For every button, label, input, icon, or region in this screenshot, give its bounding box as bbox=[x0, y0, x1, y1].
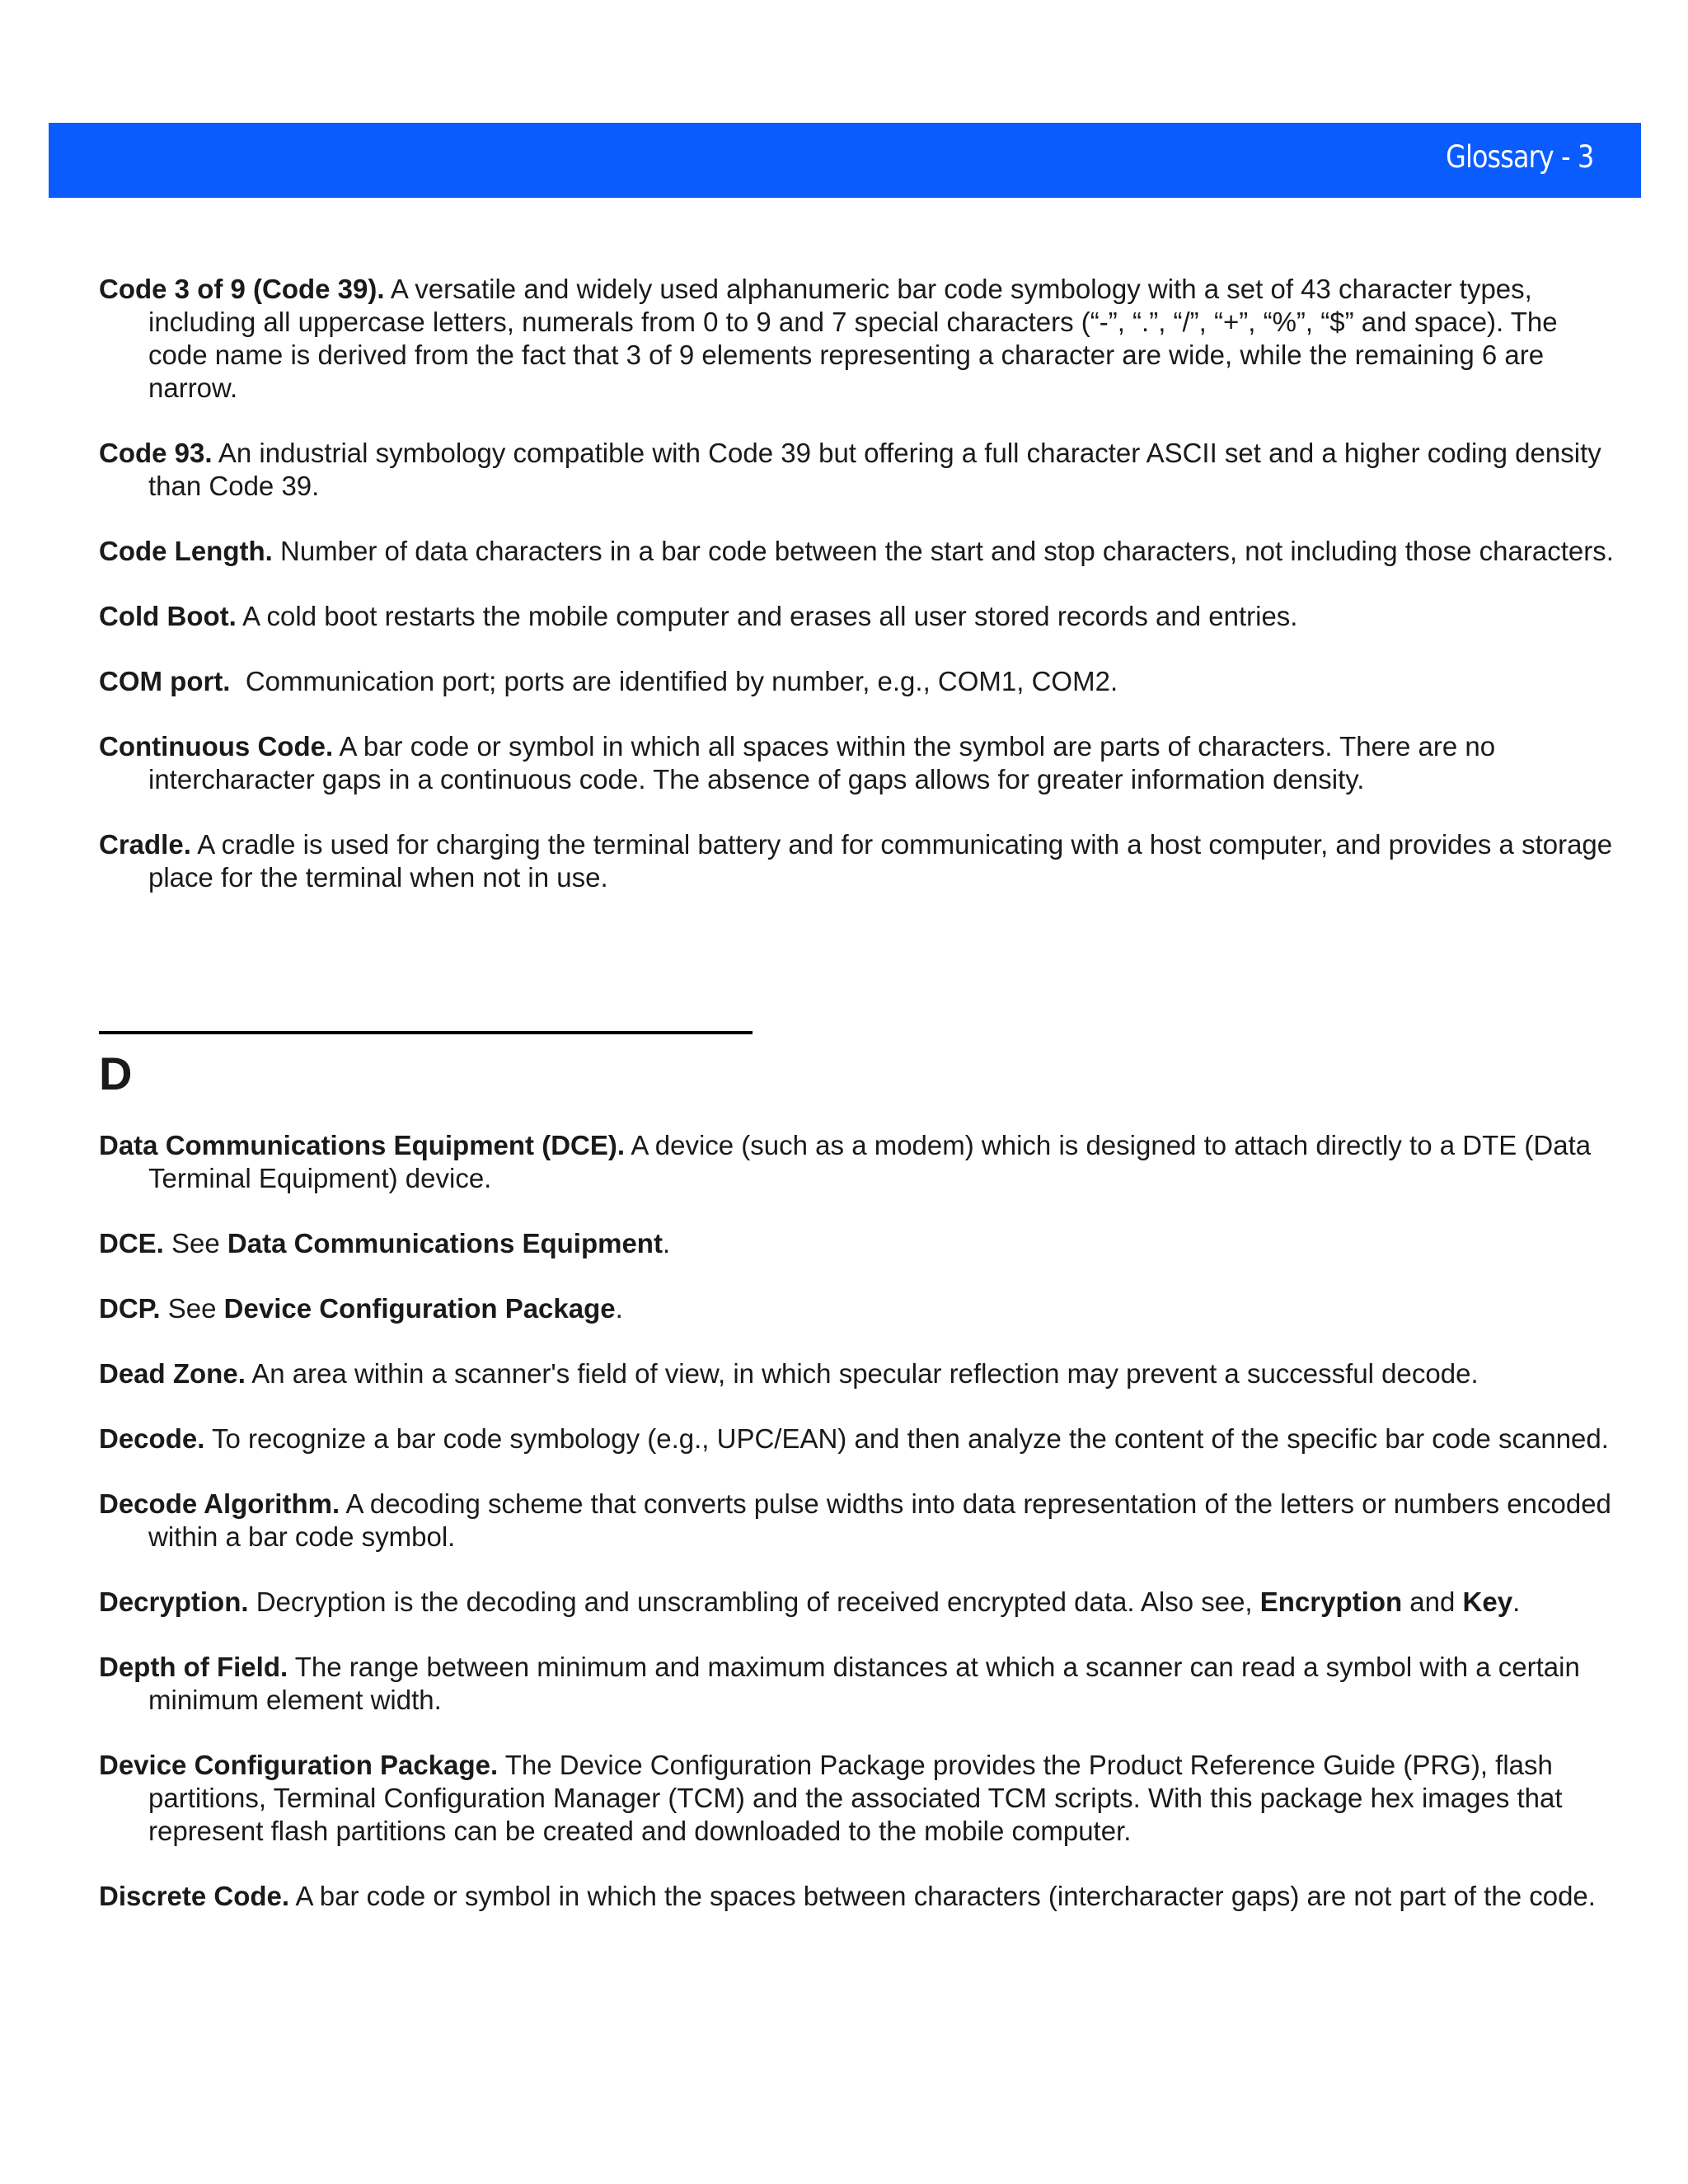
entry-definition: A device (such as a modem) which is designed to attach directly to a DTE (Data Terminal Equipment) device. bbox=[148, 1130, 1592, 1193]
glossary-entry bbox=[99, 1488, 1615, 1554]
entry-definition: A cradle is used for charging the terminal battery and for communicating with a host computer, and provides a storage place for the terminal when not in use. bbox=[148, 829, 1613, 893]
entry-term: Cold Boot. bbox=[99, 601, 237, 631]
entry-definition: A decoding scheme that converts pulse widths into data representation of the letters or numbers encoded within a bar code symbol. bbox=[148, 1488, 1611, 1552]
cross-reference[interactable]: Key bbox=[1462, 1586, 1513, 1617]
header-bar bbox=[49, 123, 1641, 198]
entry-definition: A bar code or symbol in which the spaces between characters (intercharacter gaps) are not part of the code. bbox=[289, 1881, 1596, 1911]
glossary-entry bbox=[99, 1227, 1615, 1260]
entry-term: Cradle. bbox=[99, 829, 191, 860]
entry-term: Device Configuration Package. bbox=[99, 1750, 499, 1780]
entry-definition: An industrial symbology compatible with Code 39 but offering a full character ASCII set and a higher coding density than Code 39. bbox=[148, 438, 1601, 501]
entry-term: Code 93. bbox=[99, 438, 213, 468]
section-heading-d: D bbox=[99, 1047, 133, 1099]
glossary-entry bbox=[99, 730, 1615, 796]
entry-definition: Number of data characters in a bar code between the start and stop characters, not including those characters. bbox=[272, 536, 1614, 566]
entry-definition: An area within a scanner's field of view, in which specular reflection may prevent a successful decode. bbox=[245, 1358, 1479, 1389]
entry-definition: A bar code or symbol in which all spaces within the symbol are parts of characters. There are no intercharacter gaps in a continuous code. The absence of gaps allows for greater information density. bbox=[148, 731, 1496, 794]
glossary-entry bbox=[99, 600, 1615, 633]
entry-term: Decode. bbox=[99, 1423, 205, 1454]
glossary-entry bbox=[99, 1749, 1615, 1848]
glossary-entry bbox=[99, 1292, 1615, 1325]
entry-definition: See bbox=[163, 1228, 227, 1258]
glossary-entry bbox=[99, 535, 1615, 568]
entry-tail: . bbox=[1512, 1586, 1521, 1617]
entry-term: Decryption. bbox=[99, 1586, 249, 1617]
entry-connector: and bbox=[1402, 1586, 1463, 1617]
glossary-entry bbox=[99, 665, 1615, 698]
entry-term: Dead Zone. bbox=[99, 1358, 246, 1389]
section-d bbox=[99, 1129, 1615, 1913]
entry-definition: The Device Configuration Package provides the Product Reference Guide (PRG), flash partitions, Terminal Configuration Manager (TCM) and the associated TCM scripts. With this package hex images that represent flash partitions can be created and downloaded to the mobile computer. bbox=[148, 1750, 1563, 1846]
glossary-entry bbox=[99, 1880, 1615, 1913]
section-c bbox=[99, 273, 1615, 894]
entry-term: COM port. bbox=[99, 666, 231, 696]
cross-reference[interactable]: Encryption bbox=[1259, 1586, 1403, 1617]
entry-term: Depth of Field. bbox=[99, 1652, 288, 1682]
glossary-entry bbox=[99, 828, 1615, 894]
entry-definition: The range between minimum and maximum distances at which a scanner can read a symbol with a certain minimum element width. bbox=[148, 1652, 1580, 1715]
glossary-entry bbox=[99, 1586, 1615, 1619]
cross-reference[interactable]: Device Configuration Package bbox=[223, 1293, 616, 1324]
glossary-entry bbox=[99, 273, 1615, 405]
entry-definition: A cold boot restarts the mobile computer and erases all user stored records and entries. bbox=[236, 601, 1298, 631]
entry-definition: See bbox=[160, 1293, 224, 1324]
glossary-entry bbox=[99, 1357, 1615, 1390]
cross-reference[interactable]: Data Communications Equipment bbox=[227, 1228, 663, 1258]
entry-tail: . bbox=[662, 1228, 671, 1258]
entry-term: Decode Algorithm. bbox=[99, 1488, 340, 1519]
glossary-entry bbox=[99, 1651, 1615, 1717]
entry-term: Code Length. bbox=[99, 536, 273, 566]
entry-term: Continuous Code. bbox=[99, 731, 334, 762]
entry-term: DCP. bbox=[99, 1293, 161, 1324]
glossary-entry bbox=[99, 1422, 1615, 1455]
entry-definition: Decryption is the decoding and unscrambling of received encrypted data. Also see, bbox=[248, 1586, 1260, 1617]
entry-definition: To recognize a bar code symbology (e.g., UPC/EAN) and then analyze the content of the specific bar code scanned. bbox=[204, 1423, 1609, 1454]
entry-definition: Communication port; ports are identified by number, e.g., COM1, COM2. bbox=[230, 666, 1118, 696]
page-title: Glossary - 3 bbox=[1445, 139, 1593, 175]
glossary-entry bbox=[99, 437, 1615, 503]
entry-term: Code 3 of 9 (Code 39). bbox=[99, 274, 385, 304]
section-divider bbox=[99, 1031, 753, 1034]
glossary-entry bbox=[99, 1129, 1615, 1195]
entry-definition: A versatile and widely used alphanumeric bar code symbology with a set of 43 character types, including all uppercase letters, numerals from 0 to 9 and 7 special characters (“-”, “.”, “/”, “+”, “%”, “$” and space). The code name is derived from the fact that 3 of 9 elements representing a character are wide, while the remaining 6 are narrow. bbox=[148, 274, 1558, 403]
entry-term: Data Communications Equipment (DCE). bbox=[99, 1130, 626, 1160]
entry-term: Discrete Code. bbox=[99, 1881, 290, 1911]
entry-term: DCE. bbox=[99, 1228, 164, 1258]
entry-tail: . bbox=[615, 1293, 623, 1324]
